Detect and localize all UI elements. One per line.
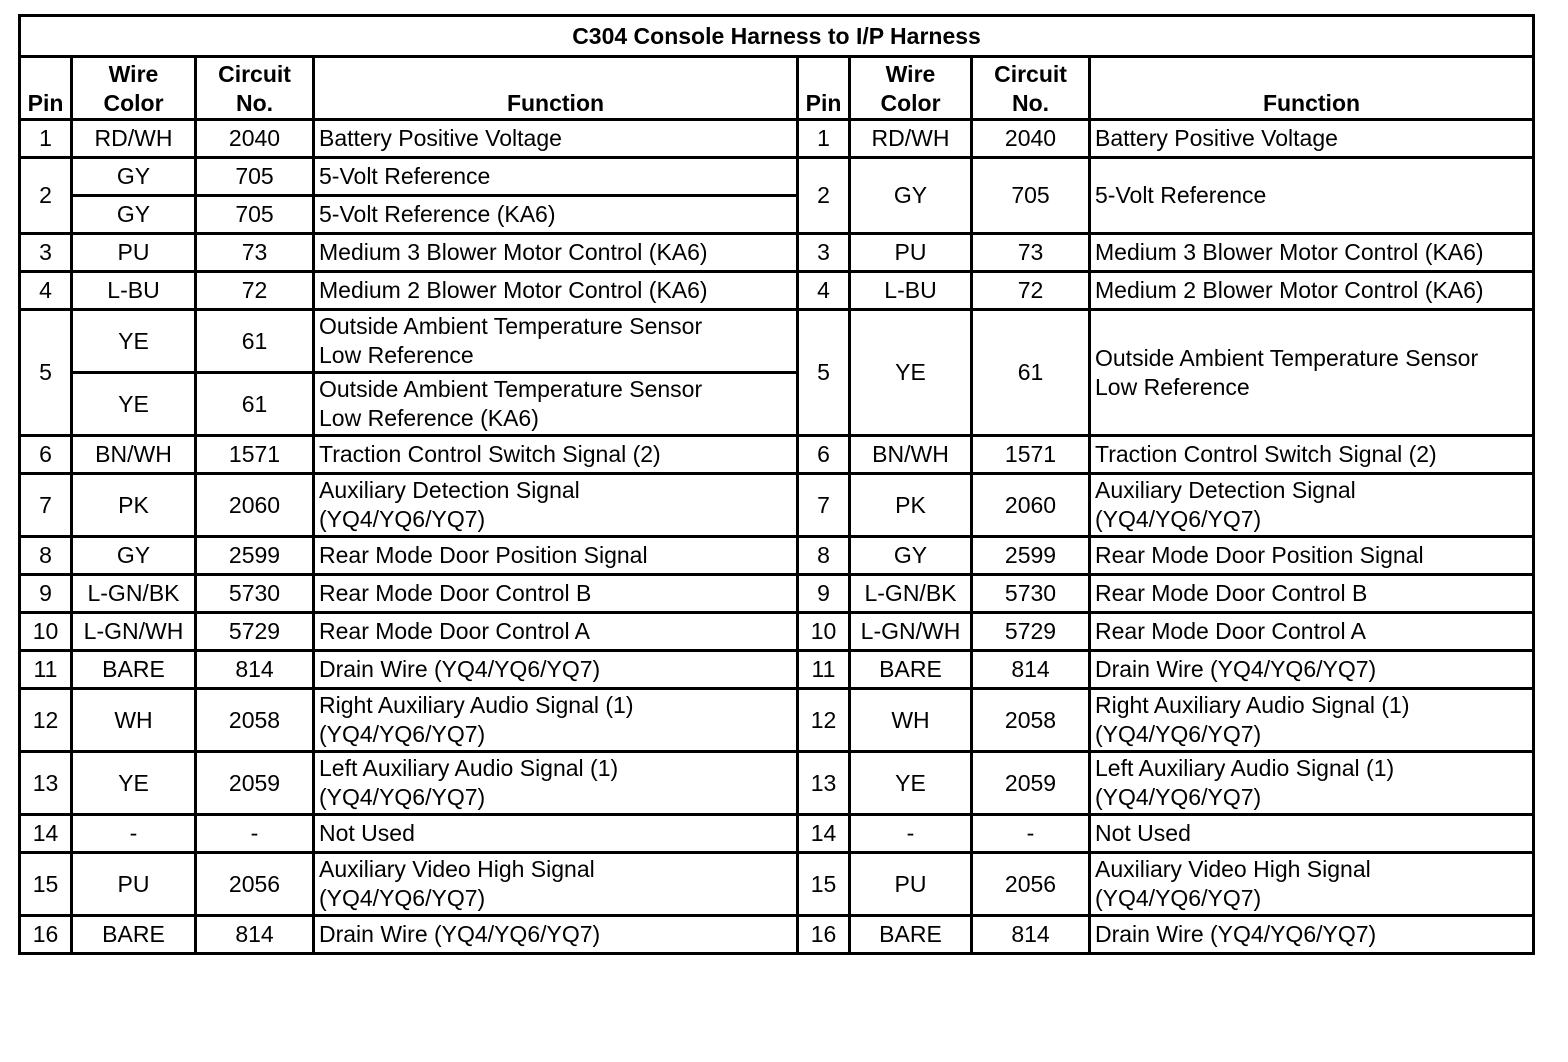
circuit-cell: 2058 <box>196 689 314 752</box>
pin-cell: 7 <box>20 474 72 537</box>
function-cell: Drain Wire (YQ4/YQ6/YQ7) <box>1090 916 1534 954</box>
table-row <box>20 537 1534 575</box>
circuit-cell: 814 <box>196 651 314 689</box>
function-cell: Rear Mode Door Control A <box>1090 613 1534 651</box>
wire-color-cell: BN/WH <box>850 436 972 474</box>
header-pin-right: Pin <box>798 57 850 120</box>
function-line: Auxiliary Detection Signal <box>1095 477 1356 503</box>
table-row <box>20 752 1534 815</box>
pin-cell: 2 <box>798 158 850 234</box>
wire-color-cell: GY <box>72 537 196 575</box>
function-cell: Medium 3 Blower Motor Control (KA6) <box>314 234 798 272</box>
table-row <box>20 310 1534 373</box>
circuit-cell: 814 <box>196 916 314 954</box>
circuit-cell: - <box>972 815 1090 853</box>
pin-cell: 1 <box>798 120 850 158</box>
circuit-cell: 73 <box>196 234 314 272</box>
function-cell: Drain Wire (YQ4/YQ6/YQ7) <box>1090 651 1534 689</box>
wire-color-cell: YE <box>72 373 196 436</box>
pin-cell: 13 <box>798 752 850 815</box>
function-cell: Rear Mode Door Control B <box>1090 575 1534 613</box>
wire-color-cell: L-GN/BK <box>72 575 196 613</box>
function-cell: Medium 3 Blower Motor Control (KA6) <box>1090 234 1534 272</box>
function-line: Right Auxiliary Audio Signal (1) <box>1095 692 1410 718</box>
header-wire-color-left <box>72 57 196 120</box>
circuit-cell: 814 <box>972 916 1090 954</box>
circuit-cell: 2056 <box>196 853 314 916</box>
circuit-cell: 2058 <box>972 689 1090 752</box>
function-cell: Rear Mode Door Position Signal <box>314 537 798 575</box>
pin-cell: 1 <box>20 120 72 158</box>
circuit-cell: 61 <box>196 373 314 436</box>
function-cell: Not Used <box>1090 815 1534 853</box>
wire-color-cell: YE <box>850 310 972 436</box>
circuit-cell: 1571 <box>972 436 1090 474</box>
pin-cell: 10 <box>798 613 850 651</box>
wire-color-cell: GY <box>850 158 972 234</box>
function-line: Outside Ambient Temperature Sensor <box>319 376 703 402</box>
wire-color-cell: GY <box>850 537 972 575</box>
function-line: Low Reference <box>1095 373 1250 400</box>
circuit-cell: 705 <box>196 158 314 196</box>
function-cell <box>314 373 798 436</box>
table-row <box>20 853 1534 916</box>
wire-color-cell: GY <box>72 158 196 196</box>
connector-table-wrapper <box>18 14 1535 955</box>
wire-color-cell: YE <box>850 752 972 815</box>
header-function-right: Function <box>1090 57 1534 120</box>
wire-color-cell: L-GN/WH <box>72 613 196 651</box>
header-color-label: Color <box>880 90 941 116</box>
circuit-cell: 5730 <box>972 575 1090 613</box>
circuit-cell: 61 <box>972 310 1090 436</box>
table-row <box>20 613 1534 651</box>
pin-cell: 3 <box>20 234 72 272</box>
pin-cell: 7 <box>798 474 850 537</box>
circuit-cell: 814 <box>972 651 1090 689</box>
function-line: (YQ4/YQ6/YQ7) <box>1095 506 1262 532</box>
function-cell <box>314 474 798 537</box>
function-cell <box>1090 752 1534 815</box>
wire-color-cell: YE <box>72 310 196 373</box>
function-cell: Medium 2 Blower Motor Control (KA6) <box>1090 272 1534 310</box>
wire-color-cell: L-GN/WH <box>850 613 972 651</box>
function-cell <box>314 752 798 815</box>
header-circuit-label: Circuit <box>994 61 1067 87</box>
circuit-cell: 72 <box>196 272 314 310</box>
circuit-cell: 2040 <box>972 120 1090 158</box>
circuit-cell: 2599 <box>196 537 314 575</box>
header-circuit-left <box>196 57 314 120</box>
pin-cell: 12 <box>20 689 72 752</box>
circuit-cell: 5729 <box>972 613 1090 651</box>
table-row <box>20 234 1534 272</box>
header-circuit-label: Circuit <box>218 61 291 87</box>
header-circuit-right <box>972 57 1090 120</box>
circuit-cell: 5729 <box>196 613 314 651</box>
pin-cell: 9 <box>20 575 72 613</box>
pin-cell: 6 <box>20 436 72 474</box>
table-row <box>20 436 1534 474</box>
pin-cell: 11 <box>798 651 850 689</box>
header-wire-color-right <box>850 57 972 120</box>
wire-color-cell: GY <box>72 196 196 234</box>
wire-color-cell: PU <box>72 853 196 916</box>
circuit-cell: 2060 <box>972 474 1090 537</box>
function-line: Auxiliary Detection Signal <box>319 477 580 503</box>
function-cell: Rear Mode Door Position Signal <box>1090 537 1534 575</box>
wire-color-cell: BARE <box>72 916 196 954</box>
function-line: Outside Ambient Temperature Sensor <box>1095 344 1479 371</box>
function-cell <box>1090 853 1534 916</box>
pin-cell: 14 <box>798 815 850 853</box>
function-line: (YQ4/YQ6/YQ7) <box>1095 885 1262 911</box>
circuit-cell: 2040 <box>196 120 314 158</box>
circuit-cell: 72 <box>972 272 1090 310</box>
table-row <box>20 120 1534 158</box>
function-line: (YQ4/YQ6/YQ7) <box>319 506 486 532</box>
table-row <box>20 651 1534 689</box>
function-cell: 5-Volt Reference (KA6) <box>314 196 798 234</box>
function-cell: Not Used <box>314 815 798 853</box>
pin-cell: 10 <box>20 613 72 651</box>
function-line: Left Auxiliary Audio Signal (1) <box>1095 755 1395 781</box>
pin-cell: 8 <box>20 537 72 575</box>
header-color-label: Color <box>103 90 164 116</box>
pin-cell: 13 <box>20 752 72 815</box>
function-line: (YQ4/YQ6/YQ7) <box>1095 784 1262 810</box>
header-wire-label: Wire <box>885 61 936 87</box>
table-title: C304 Console Harness to I/P Harness <box>20 16 1534 57</box>
pin-cell: 4 <box>798 272 850 310</box>
wire-color-cell: BARE <box>850 916 972 954</box>
table-row <box>20 272 1534 310</box>
header-no-label: No. <box>235 90 274 116</box>
function-cell <box>314 310 798 373</box>
circuit-cell: 2056 <box>972 853 1090 916</box>
pin-cell: 14 <box>20 815 72 853</box>
circuit-cell: - <box>196 815 314 853</box>
header-function-left: Function <box>314 57 798 120</box>
function-line: Low Reference (KA6) <box>319 405 539 431</box>
function-cell: Drain Wire (YQ4/YQ6/YQ7) <box>314 916 798 954</box>
header-wire-label: Wire <box>108 61 159 87</box>
function-cell: Traction Control Switch Signal (2) <box>314 436 798 474</box>
wire-color-cell: RD/WH <box>72 120 196 158</box>
function-cell <box>1090 689 1534 752</box>
function-cell: Battery Positive Voltage <box>314 120 798 158</box>
function-cell: Drain Wire (YQ4/YQ6/YQ7) <box>314 651 798 689</box>
wire-color-cell: L-BU <box>72 272 196 310</box>
function-line: (YQ4/YQ6/YQ7) <box>1095 721 1262 747</box>
table-row <box>20 575 1534 613</box>
table-row <box>20 689 1534 752</box>
function-cell <box>1090 310 1534 436</box>
function-cell <box>1090 474 1534 537</box>
wire-color-cell: WH <box>72 689 196 752</box>
header-pin-left: Pin <box>20 57 72 120</box>
wire-color-cell: - <box>850 815 972 853</box>
wire-color-cell: - <box>72 815 196 853</box>
wire-color-cell: BN/WH <box>72 436 196 474</box>
wire-color-cell: PU <box>850 234 972 272</box>
wire-color-cell: L-GN/BK <box>850 575 972 613</box>
function-line: Low Reference <box>319 342 474 368</box>
wire-color-cell: L-BU <box>850 272 972 310</box>
function-line: (YQ4/YQ6/YQ7) <box>319 885 486 911</box>
function-cell: Rear Mode Door Control B <box>314 575 798 613</box>
header-no-label: No. <box>1011 90 1050 116</box>
circuit-cell: 2599 <box>972 537 1090 575</box>
wire-color-cell: RD/WH <box>850 120 972 158</box>
table-row <box>20 158 1534 196</box>
wire-color-cell: BARE <box>72 651 196 689</box>
circuit-cell: 705 <box>972 158 1090 234</box>
pin-cell: 11 <box>20 651 72 689</box>
circuit-cell: 2059 <box>196 752 314 815</box>
table-row <box>20 916 1534 954</box>
circuit-cell: 5730 <box>196 575 314 613</box>
function-cell <box>314 853 798 916</box>
table-row <box>20 815 1534 853</box>
function-line: Auxiliary Video High Signal <box>1095 856 1371 882</box>
function-line: Right Auxiliary Audio Signal (1) <box>319 692 634 718</box>
circuit-cell: 705 <box>196 196 314 234</box>
function-cell <box>314 689 798 752</box>
pin-cell: 5 <box>20 310 72 436</box>
function-line: (YQ4/YQ6/YQ7) <box>319 784 486 810</box>
circuit-cell: 61 <box>196 310 314 373</box>
function-cell: Rear Mode Door Control A <box>314 613 798 651</box>
circuit-cell: 1571 <box>196 436 314 474</box>
pin-cell: 15 <box>20 853 72 916</box>
header-row <box>20 57 1534 120</box>
wire-color-cell: PU <box>72 234 196 272</box>
table-title-row <box>20 16 1534 57</box>
function-cell: Battery Positive Voltage <box>1090 120 1534 158</box>
function-line: (YQ4/YQ6/YQ7) <box>319 721 486 747</box>
pin-cell: 6 <box>798 436 850 474</box>
function-line: Outside Ambient Temperature Sensor <box>319 313 703 339</box>
circuit-cell: 73 <box>972 234 1090 272</box>
function-cell: Medium 2 Blower Motor Control (KA6) <box>314 272 798 310</box>
circuit-cell: 2059 <box>972 752 1090 815</box>
wire-color-cell: PU <box>850 853 972 916</box>
wire-color-cell: PK <box>72 474 196 537</box>
circuit-cell: 2060 <box>196 474 314 537</box>
pin-cell: 16 <box>798 916 850 954</box>
pin-cell: 15 <box>798 853 850 916</box>
function-cell: Traction Control Switch Signal (2) <box>1090 436 1534 474</box>
connector-pinout-table <box>18 14 1535 955</box>
wire-color-cell: YE <box>72 752 196 815</box>
wire-color-cell: WH <box>850 689 972 752</box>
function-cell: 5-Volt Reference <box>1090 158 1534 234</box>
pin-cell: 9 <box>798 575 850 613</box>
pin-cell: 12 <box>798 689 850 752</box>
wire-color-cell: PK <box>850 474 972 537</box>
function-line: Left Auxiliary Audio Signal (1) <box>319 755 619 781</box>
pin-cell: 8 <box>798 537 850 575</box>
function-cell: 5-Volt Reference <box>314 158 798 196</box>
function-line: Auxiliary Video High Signal <box>319 856 595 882</box>
table-row <box>20 474 1534 537</box>
wire-color-cell: BARE <box>850 651 972 689</box>
pin-cell: 16 <box>20 916 72 954</box>
pin-cell: 3 <box>798 234 850 272</box>
pin-cell: 2 <box>20 158 72 234</box>
pin-cell: 5 <box>798 310 850 436</box>
pin-cell: 4 <box>20 272 72 310</box>
